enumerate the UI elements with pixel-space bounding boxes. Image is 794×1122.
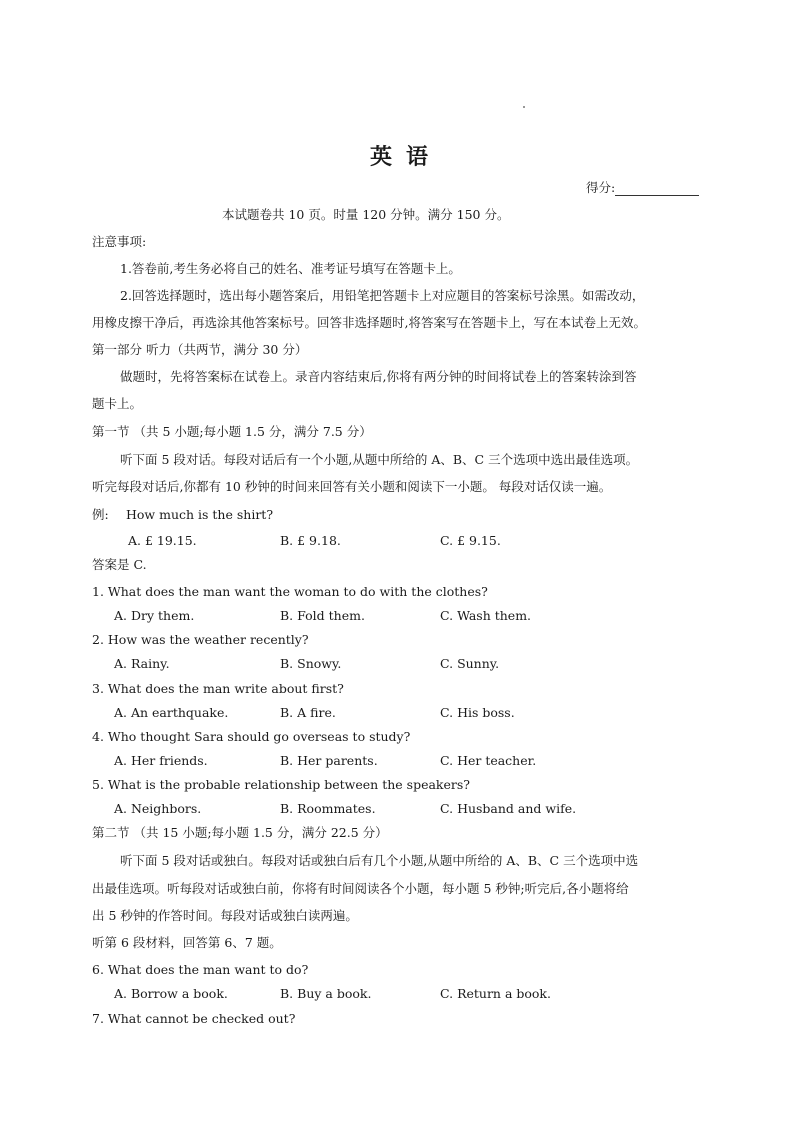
q6-option-b: B. Buy a book. bbox=[280, 986, 372, 1001]
section2-instr-line3: 出 5 秒钟的作答时间。每段对话或独白读两遍。 bbox=[92, 908, 358, 923]
section2-instr-line1: 听下面 5 段对话或独白。每段对话或独白后有几个小题,从题中所给的 A、B、C 三个选项中选 bbox=[120, 853, 639, 868]
question-2: 2. How was the weather recently? bbox=[92, 632, 309, 647]
example-option-a: A. £ 19.15. bbox=[128, 533, 197, 548]
q3-option-c: C. His boss. bbox=[440, 705, 515, 720]
q1-option-c: C. Wash them. bbox=[440, 608, 532, 623]
score-label: 得分: bbox=[586, 180, 616, 195]
note-item-2-line2: 用橡皮擦干净后，再选涂其他答案标号。回答非选择题时,将答案写在答题卡上，写在本试卷上无效。 bbox=[92, 315, 646, 330]
q5-option-b: B. Roommates. bbox=[280, 801, 376, 816]
example-option-c: C. £ 9.15. bbox=[440, 533, 501, 548]
score-field bbox=[586, 180, 699, 196]
question-3: 3. What does the man write about first? bbox=[92, 681, 344, 696]
q2-option-c: C. Sunny. bbox=[440, 656, 500, 671]
q5-option-c: C. Husband and wife. bbox=[440, 801, 577, 816]
exam-info: 本试题卷共 10 页。时量 120 分钟。满分 150 分。 bbox=[222, 207, 510, 222]
part1-intro-line2: 题卡上。 bbox=[92, 396, 143, 411]
question-1: 1. What does the man want the woman to do with the clothes? bbox=[92, 584, 488, 599]
section1-instr-line1: 听下面 5 段对话。每段对话后有一个小题,从题中所给的 A、B、C 三个选项中选出最佳选项。 bbox=[120, 452, 639, 467]
q6-option-a: A. Borrow a book. bbox=[114, 986, 228, 1001]
material-6-label: 听第 6 段材料，回答第 6、7 题。 bbox=[92, 935, 282, 950]
example-label: 例: bbox=[92, 507, 109, 522]
q5-option-a: A. Neighbors. bbox=[114, 801, 202, 816]
q4-option-a: A. Her friends. bbox=[114, 753, 208, 768]
question-5: 5. What is the probable relationship between the speakers? bbox=[92, 777, 470, 792]
q3-option-a: A. An earthquake. bbox=[114, 705, 229, 720]
question-6: 6. What does the man want to do? bbox=[92, 962, 309, 977]
question-7: 7. What cannot be checked out? bbox=[92, 1011, 296, 1026]
example-option-b: B. £ 9.18. bbox=[280, 533, 341, 548]
notes-heading: 注意事项: bbox=[92, 234, 147, 249]
section1-instr-line2: 听完每段对话后,你都有 10 秒钟的时间来回答有关小题和阅读下一小题。 每段对话仅读一遍。 bbox=[92, 479, 612, 494]
section2-instr-line2: 出最佳选项。听每段对话或独白前，你将有时间阅读各个小题，每小题 5 秒钟;听完后,各小题将给 bbox=[92, 881, 629, 896]
q1-option-a: A. Dry them. bbox=[114, 608, 195, 623]
section2-heading: 第二节 （共 15 小题;每小题 1.5 分，满分 22.5 分） bbox=[92, 825, 388, 840]
note-item-2-line1: 2.回答选择题时，选出每小题答案后，用铅笔把答题卡上对应题目的答案标号涂黑。如需改动， bbox=[120, 288, 645, 303]
q3-option-b: B. A fire. bbox=[280, 705, 336, 720]
question-4: 4. Who thought Sara should go overseas to study? bbox=[92, 729, 411, 744]
example-question: How much is the shirt? bbox=[126, 507, 274, 522]
score-blank bbox=[615, 182, 699, 196]
scan-speck bbox=[523, 106, 525, 108]
section1-heading: 第一节 （共 5 小题;每小题 1.5 分，满分 7.5 分） bbox=[92, 424, 372, 439]
part1-intro-line1: 做题时，先将答案标在试卷上。录音内容结束后,你将有两分钟的时间将试卷上的答案转涂到答 bbox=[120, 369, 637, 384]
q1-option-b: B. Fold them. bbox=[280, 608, 365, 623]
q2-option-a: A. Rainy. bbox=[114, 656, 170, 671]
q6-option-c: C. Return a book. bbox=[440, 986, 551, 1001]
page-title: 英语 bbox=[370, 144, 443, 170]
example-answer: 答案是 C. bbox=[92, 557, 147, 572]
q4-option-c: C. Her teacher. bbox=[440, 753, 537, 768]
note-item-1: 1.答卷前,考生务必将自己的姓名、准考证号填写在答题卡上。 bbox=[120, 261, 461, 276]
part1-heading: 第一部分 听力（共两节，满分 30 分） bbox=[92, 342, 308, 357]
q4-option-b: B. Her parents. bbox=[280, 753, 378, 768]
q2-option-b: B. Snowy. bbox=[280, 656, 342, 671]
